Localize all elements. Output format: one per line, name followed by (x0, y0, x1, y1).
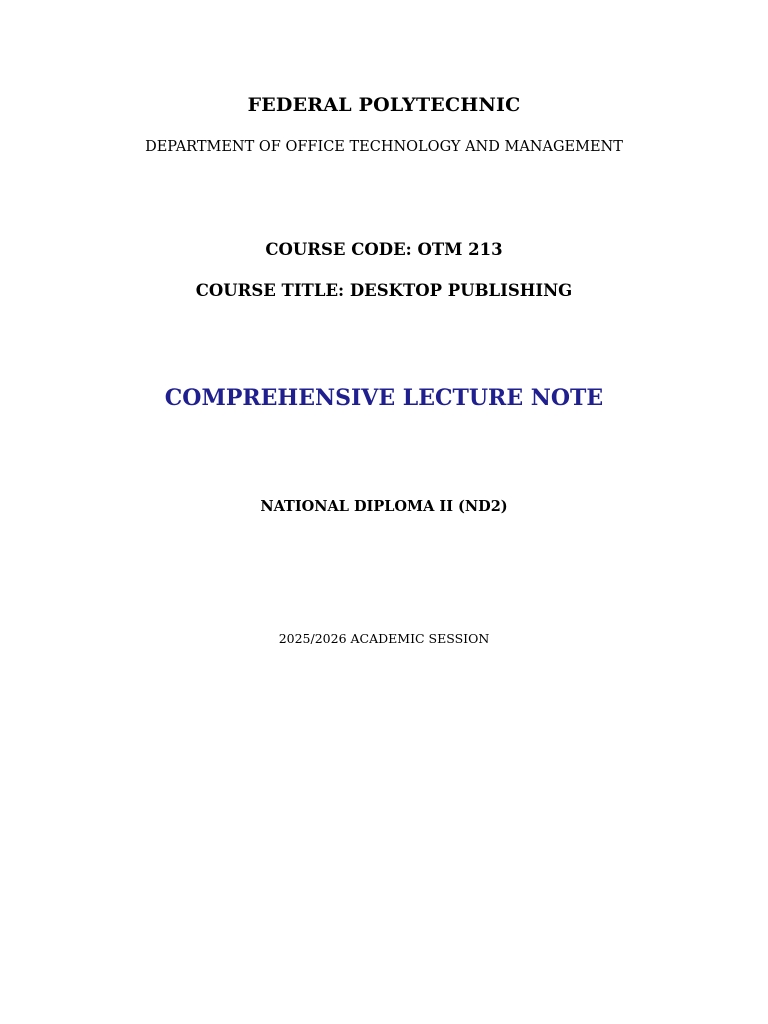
academic-session: 2025/2026 ACADEMIC SESSION (278, 631, 490, 646)
course-code: COURSE CODE: OTM 213 (265, 240, 503, 259)
program-name: NATIONAL DIPLOMA II (ND2) (260, 498, 508, 515)
course-title: COURSE TITLE: DESKTOP PUBLISHING (195, 281, 573, 300)
institution-name: FEDERAL POLYTECHNIC (247, 94, 521, 116)
document-type-heading: COMPREHENSIVE LECTURE NOTE (164, 385, 604, 411)
department-name: DEPARTMENT OF OFFICE TECHNOLOGY AND MANAGEMENT (145, 139, 623, 155)
